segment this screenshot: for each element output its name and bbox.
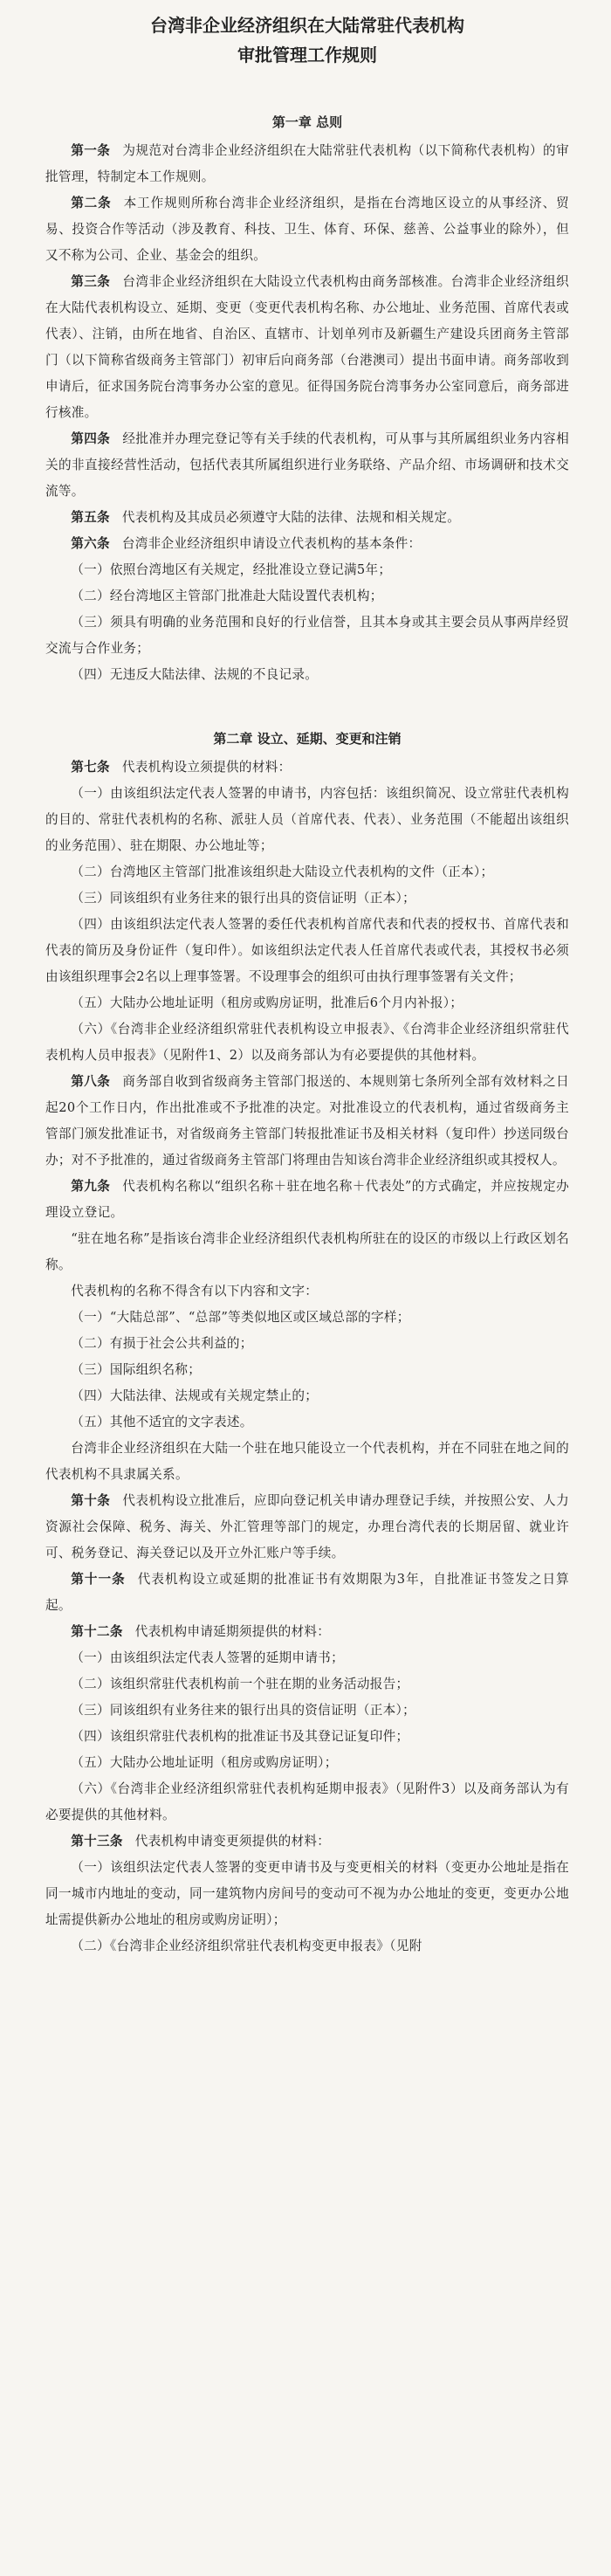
list-item <box>45 859 569 885</box>
list-item <box>45 610 569 662</box>
article-number: 第七条 <box>71 760 110 775</box>
article-number: 第三条 <box>71 274 111 289</box>
article-text: 代表机构的名称不得含有以下内容和文字： <box>71 1284 319 1298</box>
article-text: （二）有损于社会公共利益的； <box>71 1336 253 1351</box>
article-number: 第二条 <box>71 196 112 210</box>
list-item <box>45 1226 569 1278</box>
article-text: （五）其他不适宜的文字表述。 <box>71 1415 253 1429</box>
article-paragraph <box>45 426 569 505</box>
article-number: 第十三条 <box>71 1834 123 1849</box>
document-body <box>45 112 569 1960</box>
article-text: 经批准并办理完登记等有关手续的代表机构，可从事与其所属组织业务内容相关的非直接经营性活动，包括代表其所属组织进行业务联络、产品介绍、市场调研和技术交流等。 <box>45 431 570 499</box>
list-item <box>45 1278 569 1305</box>
article-text: 商务部自收到省级商务主管部门报送的、本规则第七条所列全部有效材料之日起20个工作日内，作出批准或不予批准的决定。对批准设立的代表机构，通过省级商务主管部门颁发批准证书，对省级商务主管部门转报批准证书及相关材料（复印件）抄送同级台办；对不予批准的，通过省级商务主管部门将理由告知该台湾非企业经济组织或其授权人。 <box>45 1074 570 1167</box>
article-number: 第十二条 <box>71 1624 123 1639</box>
article-text: 为规范对台湾非企业经济组织在大陆常驻代表机构（以下简称代表机构）的审批管理，特制定本工作规则。 <box>45 143 570 184</box>
list-item <box>45 1331 569 1357</box>
article-text: （四）由该组织法定代表人签署的委任代表机构首席代表和代表的授权书、首席代表和代表的简历及身份证件（复印件）。如该组织法定代表人任首席代表或代表，其授权书必须由该组织理事会2名以上理事签署。不设理事会的组织可由执行理事签署有关文件； <box>45 917 569 984</box>
article-text: 代表机构及其成员必须遵守大陆的法律、法规和相关规定。 <box>121 510 461 525</box>
list-item <box>45 557 569 583</box>
document-title-line-2: 审批管理工作规则 <box>237 45 377 65</box>
list-item <box>45 781 569 859</box>
article-text: （二）经台湾地区主管部门批准赴大陆设置代表机构； <box>71 589 383 603</box>
article-paragraph <box>45 1567 569 1619</box>
article-paragraph <box>45 754 569 781</box>
list-item <box>45 1671 569 1698</box>
article-number: 第四条 <box>71 431 111 446</box>
article-text: （一）由该组织法定代表人签署的延期申请书； <box>71 1650 344 1665</box>
article-paragraph <box>45 138 569 190</box>
list-item <box>45 1933 569 1960</box>
list-item <box>45 583 569 610</box>
list-item <box>45 1855 569 1933</box>
article-text: （一）由该组织法定代表人签署的申请书，内容包括：该组织简况、设立常驻代表机构的目的、常驻代表机构的名称、派驻人员（首席代表、代表）、业务范围（不能超出该组织的业务范围）、驻在期限、办公地址等； <box>45 786 569 853</box>
article-text: 台湾非企业经济组织在大陆设立代表机构由商务部核准。台湾非企业经济组织在大陆代表机构设立、延期、变更（变更代表机构名称、办公地址、业务范围、首席代表或代表）、注销，由所在地省、自治区、直辖市、计划单列市及新疆生产建设兵团商务主管部门（以下简称省级商务主管部门）初审后向商务部（台港澳司）提出书面申请。商务部收到申请后，征求国务院台湾事务办公室的意见。征得国务院台湾事务办公室同意后，商务部进行核准。 <box>45 274 570 420</box>
list-item <box>45 1409 569 1436</box>
article-text: 代表机构申请延期须提供的材料： <box>134 1624 331 1639</box>
list-item <box>45 1645 569 1671</box>
list-item <box>45 990 569 1016</box>
list-item <box>45 1305 569 1331</box>
article-text: 代表机构名称以“组织名称＋驻在地名称＋代表处”的方式确定，并应按规定办理设立登记。 <box>45 1179 569 1220</box>
article-paragraph <box>45 1069 569 1174</box>
article-text: （四）该组织常驻代表机构的批准证书及其登记证复印件； <box>71 1729 409 1744</box>
article-text: 代表机构设立批准后，应即向登记机关申请办理登记手续，并按照公安、人力资源社会保障、税务、海关、外汇管理等部门的规定，办理台湾代表的长期居留、就业许可、税务登记、海关登记以及开立外汇账户等手续。 <box>45 1493 570 1560</box>
article-text: （一）依照台湾地区有关规定，经批准设立登记满5年； <box>71 562 392 577</box>
article-text: （五）大陆办公地址证明（租房或购房证明）； <box>71 1755 338 1770</box>
article-text: （三）同该组织有业务往来的银行出具的资信证明（正本）； <box>71 1703 416 1718</box>
chapter-heading: 第一章 总则 <box>271 114 343 130</box>
article-text: （六）《台湾非企业经济组织常驻代表机构设立申报表》、《台湾非企业经济组织常驻代表机构人员申报表》（见附件1、2）以及商务部认为有必要提供的其他材料。 <box>45 1022 569 1063</box>
article-paragraph <box>45 505 569 531</box>
article-paragraph <box>45 1488 569 1567</box>
article-paragraph <box>45 531 569 557</box>
list-item <box>45 1016 569 1069</box>
article-number: 第五条 <box>71 510 110 525</box>
list-item <box>45 1357 569 1383</box>
article-text: 本工作规则所称台湾非企业经济组织，是指在台湾地区设立的从事经济、贸易、投资合作等活动（涉及教育、科技、卫生、体育、环保、慈善、公益事业的除外），但又不称为公司、企业、基金会的组织。 <box>45 196 569 263</box>
article-paragraph <box>45 1829 569 1855</box>
article-text: “驻在地名称”是指该台湾非企业经济组织代表机构所驻在的设区的市级以上行政区划名称。 <box>45 1231 569 1272</box>
article-text: （二）该组织常驻代表机构前一个驻在期的业务活动报告； <box>71 1677 409 1691</box>
chapter-heading: 第二章 设立、延期、变更和注销 <box>213 731 402 747</box>
list-item <box>45 1383 569 1409</box>
article-number: 第六条 <box>71 536 110 551</box>
article-text: （二）《台湾非企业经济组织常驻代表机构变更申报表》（见附 <box>71 1939 422 1953</box>
article-text: （三）国际组织名称； <box>71 1362 202 1377</box>
article-paragraph <box>45 190 569 269</box>
article-number: 第十条 <box>71 1493 111 1508</box>
article-number: 第八条 <box>71 1074 111 1089</box>
article-number: 第九条 <box>71 1179 111 1194</box>
article-text: 台湾非企业经济组织在大陆一个驻在地只能设立一个代表机构，并在不同驻在地之间的代表机构不具隶属关系。 <box>45 1441 569 1482</box>
article-text: （二）台湾地区主管部门批准该组织赴大陆设立代表机构的文件（正本）； <box>71 864 494 879</box>
article-number: 第十一条 <box>71 1572 126 1587</box>
article-text: （四）无违反大陆法律、法规的不良记录。 <box>71 667 319 682</box>
document-title-line-1: 台湾非企业经济组织在大陆常驻代表机构 <box>150 15 464 36</box>
article-text: （六）《台湾非企业经济组织常驻代表机构延期申报表》（见附件3）以及商务部认为有必要提供的其他材料。 <box>45 1781 569 1822</box>
list-item <box>45 885 569 912</box>
article-paragraph <box>45 1619 569 1645</box>
article-text: （一）“大陆总部”、“总部”等类似地区或区域总部的字样； <box>71 1310 410 1325</box>
article-text: （四）大陆法律、法规或有关规定禁止的； <box>71 1388 319 1403</box>
article-text: （三）须具有明确的业务范围和良好的行业信誉，且其本身或其主要会员从事两岸经贸交流与合作业务； <box>45 615 569 656</box>
article-paragraph <box>45 1174 569 1226</box>
article-text: （三）同该组织有业务往来的银行出具的资信证明（正本）； <box>71 891 416 906</box>
list-item <box>45 1776 569 1829</box>
list-item <box>45 1698 569 1724</box>
article-text: 代表机构设立须提供的材料： <box>121 760 292 775</box>
article-paragraph <box>45 269 569 426</box>
article-number: 第一条 <box>71 143 111 158</box>
list-item <box>45 662 569 688</box>
list-item <box>45 912 569 990</box>
list-item <box>45 1750 569 1776</box>
list-item <box>45 1724 569 1750</box>
article-text: 代表机构设立或延期的批准证书有效期限为3年，自批准证书签发之日算起。 <box>45 1572 570 1613</box>
article-text: （五）大陆办公地址证明（租房或购房证明，批准后6个月内补报）； <box>71 995 463 1010</box>
article-text: 代表机构申请变更须提供的材料： <box>134 1834 331 1849</box>
list-item <box>45 1436 569 1488</box>
article-text: （一）该组织法定代表人签署的变更申请书及与变更相关的材料（变更办公地址是指在同一城市内地址的变动，同一建筑物内房间号的变动可不视为办公地址的变更，变更办公地址需提供新办公地址的租房或购房证明）； <box>45 1860 569 1927</box>
article-text: 台湾非企业经济组织申请设立代表机构的基本条件： <box>121 536 422 551</box>
